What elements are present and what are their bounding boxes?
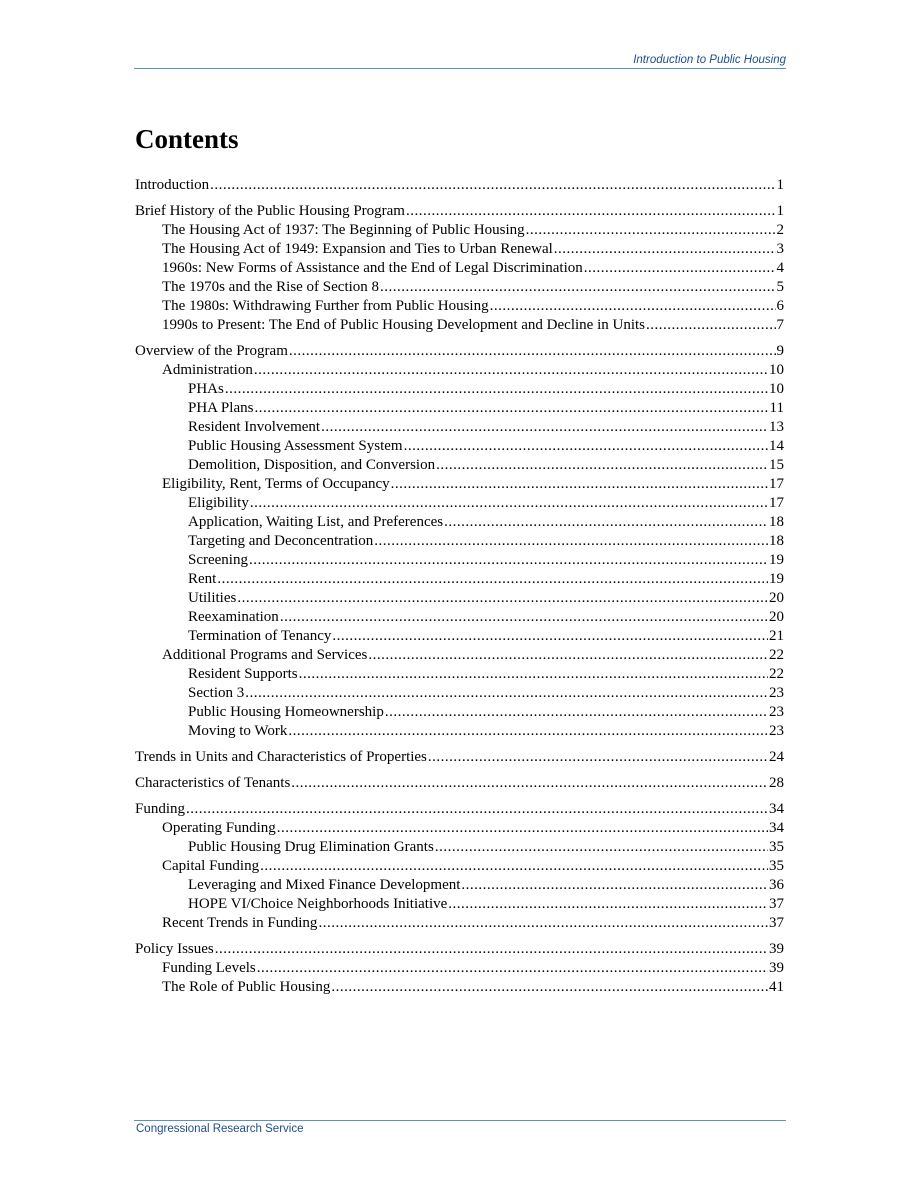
toc-entry-page: 14	[769, 438, 784, 454]
toc-leader-dots	[404, 437, 768, 456]
toc-leader-dots	[331, 978, 768, 997]
toc-leader-dots	[436, 456, 768, 475]
toc-leader-dots	[385, 703, 768, 722]
toc-entry-page: 34	[769, 801, 784, 817]
table-of-contents	[135, 176, 784, 997]
footer-rule	[134, 1120, 786, 1121]
toc-leader-dots	[428, 748, 768, 767]
toc-entry[interactable]	[135, 278, 784, 297]
toc-entry-page: 23	[769, 723, 784, 739]
toc-entry-title: Section 3	[188, 685, 245, 701]
toc-entry-title: The 1970s and the Rise of Section 8	[162, 279, 380, 295]
toc-leader-dots	[280, 608, 768, 627]
toc-leader-dots	[406, 202, 776, 221]
toc-entry-title: 1960s: New Forms of Assistance and the End of Legal Discrimination	[162, 260, 583, 276]
toc-entry-title: Termination of Tenancy	[188, 628, 332, 644]
toc-leader-dots	[215, 940, 768, 959]
toc-entry[interactable]	[135, 914, 784, 933]
toc-entry[interactable]	[135, 940, 784, 959]
toc-entry[interactable]	[135, 703, 784, 722]
toc-entry-title: The Housing Act of 1949: Expansion and Ties to Urban Renewal	[162, 241, 553, 257]
toc-entry-title: Funding Levels	[162, 960, 256, 976]
toc-entry[interactable]	[135, 316, 784, 335]
toc-leader-dots	[237, 589, 768, 608]
toc-leader-dots	[646, 316, 776, 335]
toc-entry[interactable]	[135, 456, 784, 475]
toc-entry-page: 20	[769, 590, 784, 606]
toc-entry-page: 19	[769, 552, 784, 568]
toc-entry[interactable]	[135, 722, 784, 741]
toc-entry-title: Operating Funding	[162, 820, 276, 836]
toc-entry-page: 4	[776, 260, 784, 276]
toc-entry-page: 23	[769, 704, 784, 720]
toc-entry-title: Additional Programs and Services	[162, 647, 368, 663]
toc-entry-page: 22	[769, 666, 784, 682]
toc-entry[interactable]	[135, 570, 784, 589]
toc-leader-dots	[245, 684, 768, 703]
toc-entry-page: 9	[776, 343, 784, 359]
toc-entry[interactable]	[135, 857, 784, 876]
toc-entry-title: Introduction	[135, 177, 210, 193]
toc-entry-title: Resident Involvement	[188, 419, 321, 435]
toc-entry[interactable]	[135, 748, 784, 767]
toc-entry-page: 1	[776, 177, 784, 193]
toc-entry-page: 2	[776, 222, 784, 238]
footer-text: Congressional Research Service	[136, 1123, 304, 1135]
toc-entry[interactable]	[135, 259, 784, 278]
toc-entry[interactable]	[135, 361, 784, 380]
toc-entry[interactable]	[135, 437, 784, 456]
toc-entry[interactable]	[135, 342, 784, 361]
toc-entry-title: Eligibility, Rent, Terms of Occupancy	[162, 476, 390, 492]
toc-entry-title: PHAs	[188, 381, 224, 397]
toc-entry[interactable]	[135, 800, 784, 819]
toc-entry-page: 24	[769, 749, 784, 765]
toc-entry-title: Public Housing Drug Elimination Grants	[188, 839, 434, 855]
toc-entry[interactable]	[135, 513, 784, 532]
toc-entry-page: 39	[769, 941, 784, 957]
toc-entry[interactable]	[135, 684, 784, 703]
toc-leader-dots	[448, 895, 768, 914]
toc-entry[interactable]	[135, 297, 784, 316]
toc-leader-dots	[380, 278, 775, 297]
toc-entry-page: 11	[769, 400, 784, 416]
toc-leader-dots	[277, 819, 768, 838]
toc-leader-dots	[332, 627, 768, 646]
toc-leader-dots	[391, 475, 768, 494]
toc-entry-title: Public Housing Assessment System	[188, 438, 403, 454]
toc-entry[interactable]	[135, 959, 784, 978]
toc-leader-dots	[289, 342, 776, 361]
toc-leader-dots	[288, 722, 768, 741]
toc-entry-title: Capital Funding	[162, 858, 260, 874]
toc-entry[interactable]	[135, 221, 784, 240]
toc-entry-page: 36	[769, 877, 784, 893]
toc-entry-page: 10	[769, 381, 784, 397]
toc-entry-page: 18	[769, 533, 784, 549]
toc-entry[interactable]	[135, 838, 784, 857]
toc-entry-page: 34	[769, 820, 784, 836]
toc-leader-dots	[584, 259, 776, 278]
toc-entry-title: Screening	[188, 552, 248, 568]
toc-leader-dots	[490, 297, 776, 316]
toc-entry[interactable]	[135, 202, 784, 221]
toc-entry-title: Utilities	[188, 590, 237, 606]
toc-entry[interactable]	[135, 399, 784, 418]
toc-entry-title: Public Housing Homeownership	[188, 704, 384, 720]
toc-entry-page: 35	[769, 839, 784, 855]
toc-entry-title: HOPE VI/Choice Neighborhoods Initiative	[188, 896, 448, 912]
toc-entry[interactable]	[135, 240, 784, 259]
toc-leader-dots	[186, 800, 768, 819]
toc-entry-page: 1	[776, 203, 784, 219]
toc-entry-page: 23	[769, 685, 784, 701]
toc-entry[interactable]	[135, 665, 784, 684]
toc-entry-title: Reexamination	[188, 609, 279, 625]
toc-entry[interactable]	[135, 608, 784, 627]
toc-entry-title: Overview of the Program	[135, 343, 288, 359]
toc-leader-dots	[250, 494, 768, 513]
toc-leader-dots	[444, 513, 768, 532]
toc-entry[interactable]	[135, 475, 784, 494]
toc-entry-title: Eligibility	[188, 495, 249, 511]
toc-entry[interactable]	[135, 895, 784, 914]
toc-entry[interactable]	[135, 646, 784, 665]
toc-entry-title: Funding	[135, 801, 186, 817]
toc-entry-title: 1990s to Present: The End of Public Housing Development and Decline in Units	[162, 317, 645, 333]
toc-leader-dots	[225, 380, 768, 399]
header-rule	[134, 68, 786, 69]
toc-leader-dots	[299, 665, 768, 684]
toc-entry-page: 5	[776, 279, 784, 295]
toc-entry-page: 41	[769, 979, 784, 995]
toc-entry-title: The 1980s: Withdrawing Further from Public Housing	[162, 298, 489, 314]
toc-entry-page: 17	[769, 495, 784, 511]
toc-leader-dots	[318, 914, 768, 933]
toc-entry-title: Recent Trends in Funding	[162, 915, 318, 931]
toc-entry[interactable]	[135, 876, 784, 895]
toc-entry-title: Moving to Work	[188, 723, 288, 739]
toc-entry-page: 20	[769, 609, 784, 625]
toc-entry[interactable]	[135, 819, 784, 838]
toc-entry[interactable]	[135, 589, 784, 608]
toc-entry-title: PHA Plans	[188, 400, 254, 416]
toc-entry-page: 17	[769, 476, 784, 492]
toc-entry-title: Policy Issues	[135, 941, 214, 957]
toc-entry-title: Administration	[162, 362, 253, 378]
toc-entry-page: 28	[769, 775, 784, 791]
toc-entry-title: Rent	[188, 571, 217, 587]
toc-leader-dots	[461, 876, 768, 895]
toc-leader-dots	[254, 399, 768, 418]
toc-entry[interactable]	[135, 551, 784, 570]
toc-entry-title: Application, Waiting List, and Preferences	[188, 514, 444, 530]
toc-entry-page: 6	[776, 298, 784, 314]
toc-entry-title: Trends in Units and Characteristics of Properties	[135, 749, 427, 765]
toc-leader-dots	[254, 361, 768, 380]
toc-leader-dots	[321, 418, 768, 437]
toc-entry-page: 37	[769, 915, 784, 931]
toc-entry-title: The Role of Public Housing	[162, 979, 331, 995]
toc-entry-title: Characteristics of Tenants	[135, 775, 291, 791]
toc-leader-dots	[249, 551, 768, 570]
toc-entry[interactable]	[135, 418, 784, 437]
toc-entry-page: 19	[769, 571, 784, 587]
toc-entry-page: 15	[769, 457, 784, 473]
toc-entry[interactable]	[135, 532, 784, 551]
toc-leader-dots	[554, 240, 776, 259]
toc-entry-title: Demolition, Disposition, and Conversion	[188, 457, 436, 473]
toc-leader-dots	[526, 221, 776, 240]
toc-entry-page: 7	[776, 317, 784, 333]
toc-entry-page: 10	[769, 362, 784, 378]
toc-entry-title: Targeting and Deconcentration	[188, 533, 374, 549]
toc-entry[interactable]	[135, 176, 784, 195]
toc-entry-page: 3	[776, 241, 784, 257]
toc-entry-title: The Housing Act of 1937: The Beginning of Public Housing	[162, 222, 525, 238]
page-title: Contents	[135, 124, 239, 154]
toc-leader-dots	[257, 959, 768, 978]
toc-entry[interactable]	[135, 380, 784, 399]
toc-entry-title: Brief History of the Public Housing Program	[135, 203, 405, 219]
toc-entry[interactable]	[135, 494, 784, 513]
toc-leader-dots	[260, 857, 768, 876]
toc-leader-dots	[210, 176, 775, 195]
toc-entry-title: Leveraging and Mixed Finance Development	[188, 877, 461, 893]
toc-entry-page: 37	[769, 896, 784, 912]
toc-entry-page: 13	[769, 419, 784, 435]
toc-entry-page: 18	[769, 514, 784, 530]
toc-entry[interactable]	[135, 627, 784, 646]
toc-leader-dots	[291, 774, 768, 793]
toc-entry-page: 35	[769, 858, 784, 874]
toc-leader-dots	[435, 838, 768, 857]
toc-entry-page: 22	[769, 647, 784, 663]
toc-entry[interactable]	[135, 978, 784, 997]
toc-entry-page: 21	[769, 628, 784, 644]
toc-entry[interactable]	[135, 774, 784, 793]
toc-leader-dots	[368, 646, 768, 665]
toc-leader-dots	[374, 532, 768, 551]
toc-leader-dots	[217, 570, 768, 589]
toc-entry-title: Resident Supports	[188, 666, 298, 682]
toc-entry-page: 39	[769, 960, 784, 976]
running-header: Introduction to Public Housing	[633, 54, 786, 66]
